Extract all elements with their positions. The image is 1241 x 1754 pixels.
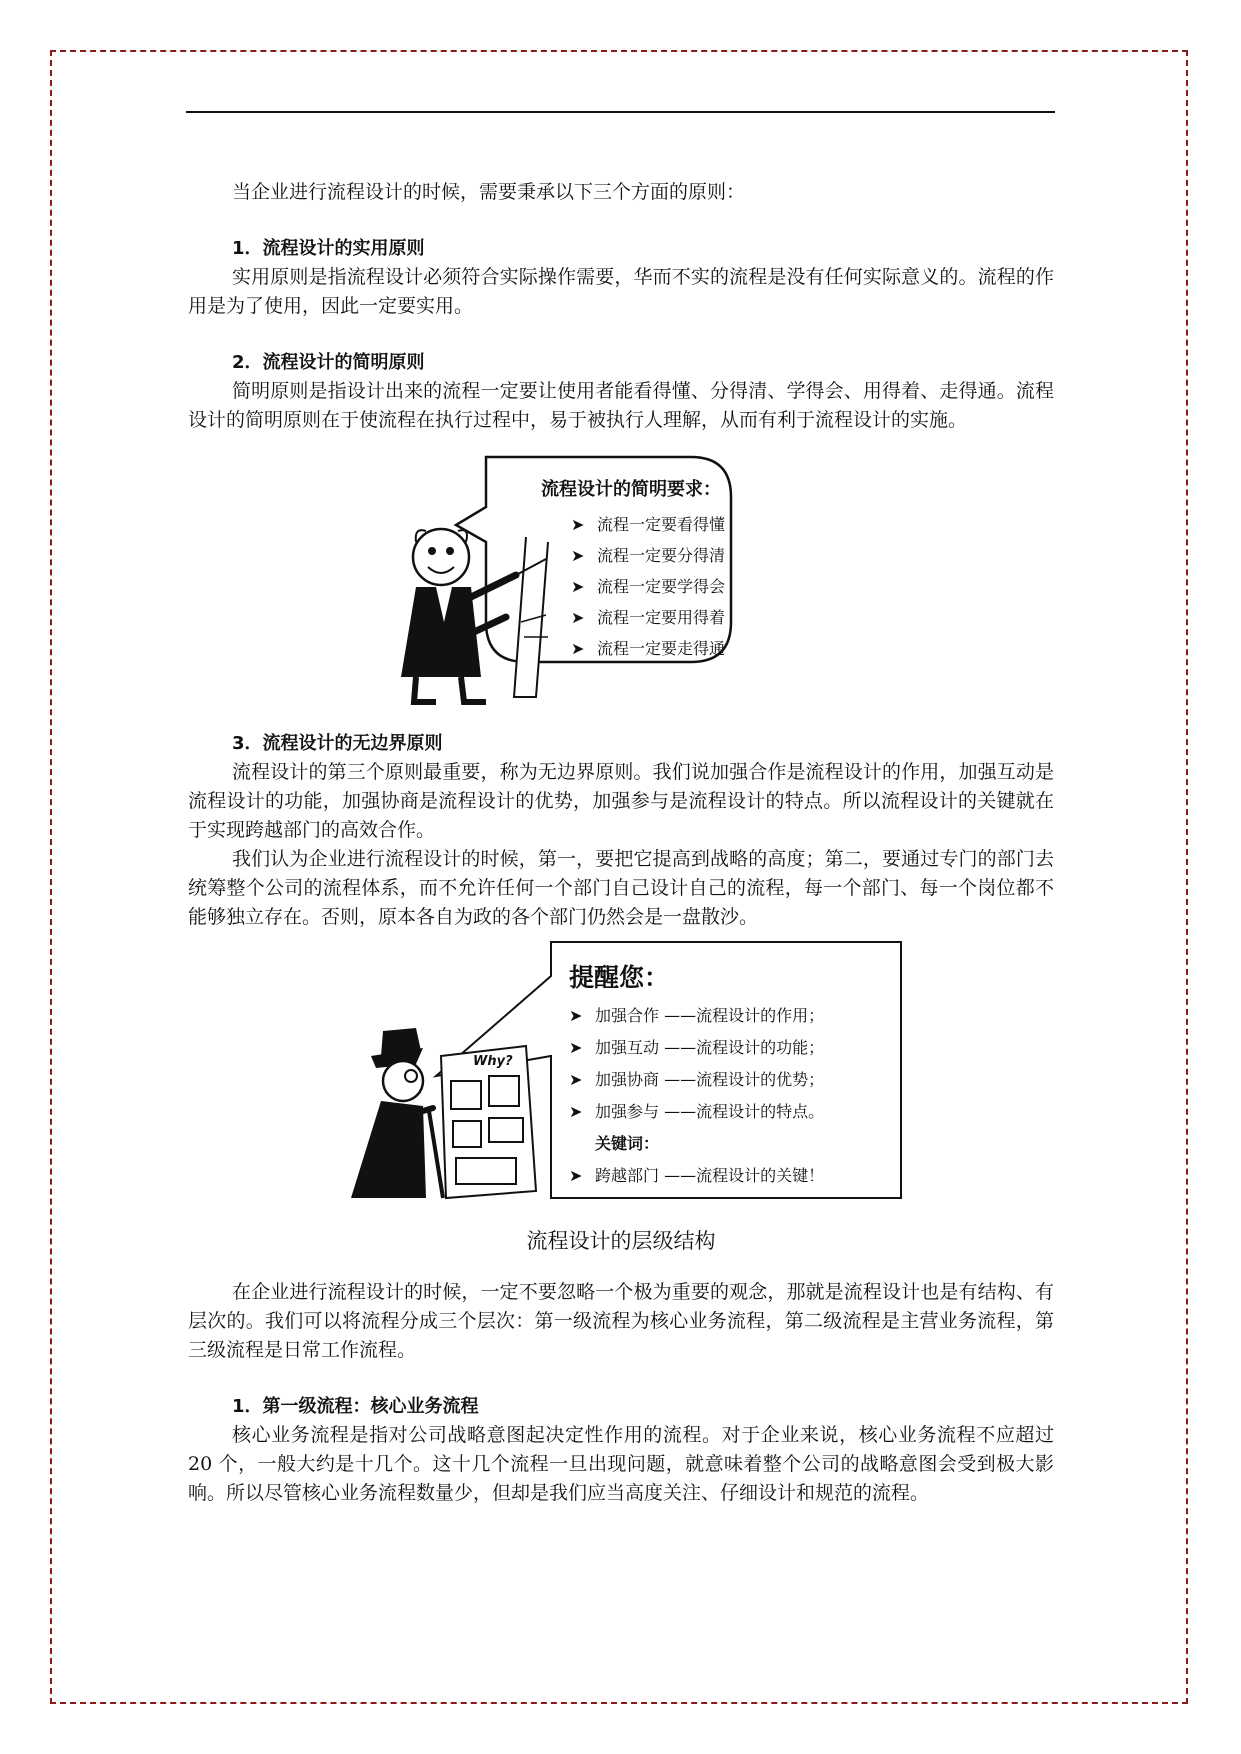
bubble1-title: 流程设计的简明要求：	[541, 479, 721, 500]
arrow-icon: ➤	[569, 1070, 583, 1089]
board-label: Why?	[473, 1054, 513, 1069]
structure-title: 流程设计的层级结构	[526, 1229, 716, 1253]
arrow-icon: ➤	[569, 1102, 583, 1121]
bubble2-list	[569, 1000, 824, 1192]
section2-body: 简明原则是指设计出来的流程一定要让使用者能看得懂、分得清、学得会、用得着、走得通。流程设计的简明原则在于使流程在执行过程中，易于被执行人理解，从而有利于流程设计的实施。	[188, 380, 1054, 431]
section2-heading: 2．流程设计的简明原则	[232, 352, 425, 373]
section1-heading: 1．流程设计的实用原则	[232, 238, 425, 259]
section3-body2: 我们认为企业进行流程设计的时候，第一，要把它提高到战略的高度；第二，要通过专门的部门去统筹整个公司的流程体系，而不允许任何一个部门自己设计自己的流程，每一个部门、每一个岗位都不能够独立存在。否则，原本各自为政的各个部门仍然会是一盘散沙。	[188, 848, 1054, 928]
arrow-icon: ➤	[571, 608, 585, 627]
bubble2-item: ➤ 加强合作 ——流程设计的作用；	[569, 1000, 824, 1032]
arrow-icon: ➤	[569, 1038, 583, 1057]
bubble1-item: ➤ 流程一定要看得懂	[571, 509, 725, 540]
bubble1-list	[571, 509, 725, 664]
section3-body1: 流程设计的第三个原则最重要，称为无边界原则。我们说加强合作是流程设计的作用，加强互动是流程设计的功能，加强协商是流程设计的优势，加强参与是流程设计的特点。所以流程设计的关键就在于实现跨越部门的高效合作。	[188, 761, 1054, 841]
illustration-reminder	[331, 936, 911, 1206]
intro-paragraph: 当企业进行流程设计的时候，需要秉承以下三个方面的原则：	[232, 181, 746, 203]
bubble2-item: ➤ 加强协商 ——流程设计的优势；	[569, 1064, 824, 1096]
arrow-icon: ➤	[571, 546, 585, 565]
header-rule	[186, 111, 1055, 113]
arrow-icon: ➤	[571, 515, 585, 534]
bubble2-item: ➤ 加强互动 ——流程设计的功能；	[569, 1032, 824, 1064]
keyword-label: 关键词：	[595, 1134, 660, 1153]
section3-heading: 3．流程设计的无边界原则	[232, 733, 443, 754]
level1-heading: 1．第一级流程：核心业务流程	[232, 1396, 479, 1417]
bubble1-item: ➤ 流程一定要用得着	[571, 602, 725, 633]
arrow-icon: ➤	[569, 1006, 583, 1025]
level1-body: 核心业务流程是指对公司战略意图起决定性作用的流程。对于企业来说，核心业务流程不应超过 20 个，一般大约是十几个。这十几个流程一旦出现问题，就意味着整个公司的战略意图会受到极大影响。所以尽管核心业务流程数量少，但却是我们应当高度关注、仔细设计和规范的流程。	[188, 1424, 1054, 1504]
section1-body: 实用原则是指流程设计必须符合实际操作需要，华而不实的流程是没有任何实际意义的。流程的作用是为了使用，因此一定要实用。	[188, 266, 1054, 317]
structure-body: 在企业进行流程设计的时候，一定不要忽略一个极为重要的观念，那就是流程设计也是有结构、有层次的。我们可以将流程分成三个层次：第一级流程为核心业务流程，第二级流程是主营业务流程，第三级流程是日常工作流程。	[188, 1281, 1054, 1361]
bubble2-key-item: ➤ 跨越部门 ——流程设计的关键！	[569, 1160, 824, 1192]
bubble2-item: ➤ 加强参与 ——流程设计的特点。	[569, 1096, 824, 1128]
bubble1-item: ➤ 流程一定要学得会	[571, 571, 725, 602]
arrow-icon: ➤	[571, 639, 585, 658]
document-body	[188, 178, 1054, 1508]
arrow-icon: ➤	[569, 1166, 583, 1185]
bubble1-item: ➤ 流程一定要分得清	[571, 540, 725, 571]
arrow-icon: ➤	[571, 577, 585, 596]
bubble1-item: ➤ 流程一定要走得通	[571, 633, 725, 664]
illustration-simple-requirements	[386, 447, 856, 712]
bubble2-title: 提醒您：	[569, 963, 670, 992]
